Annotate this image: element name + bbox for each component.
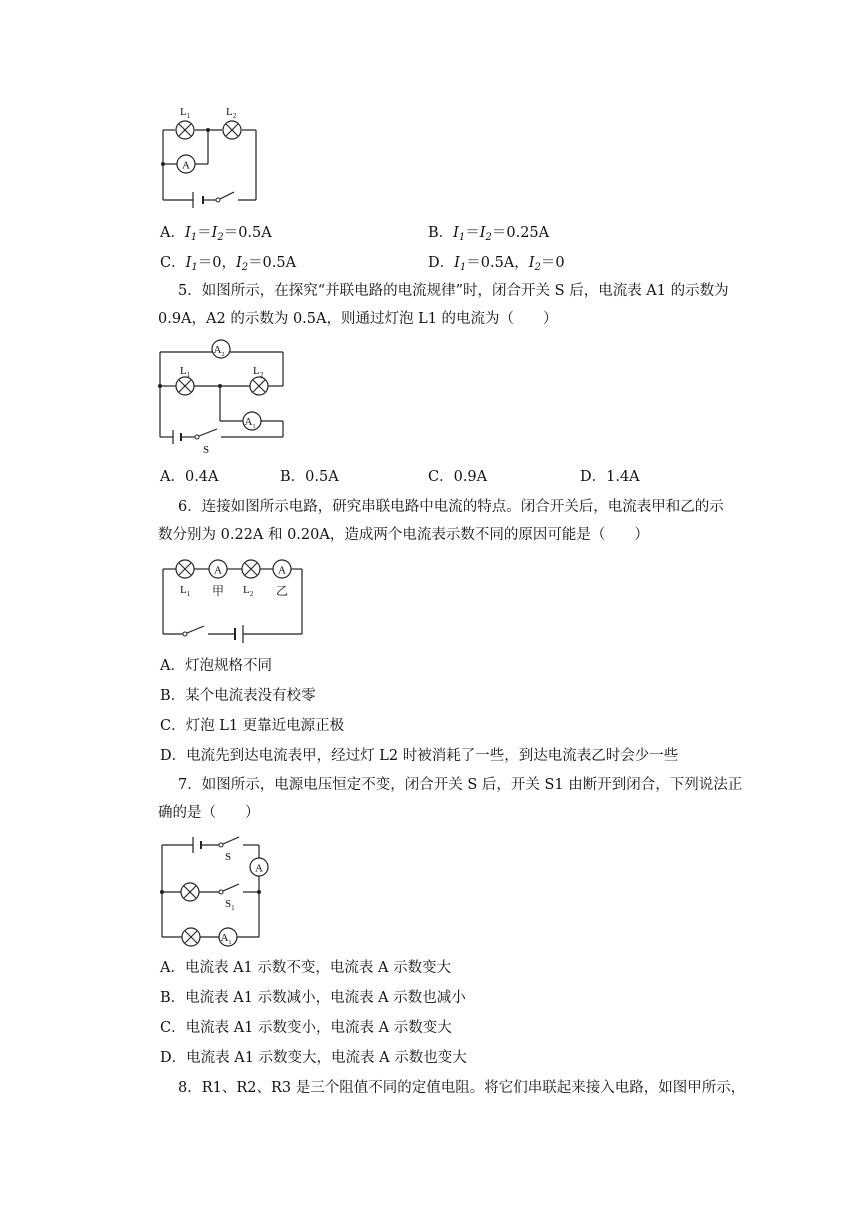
q4-option-d-text: $I_1=0.5A$，$I_2=0$	[454, 255, 565, 273]
q5-question-line-2: 0.9A，A2 的示数为 0.5A，则通过灯泡 L1 的电流为（ ）	[158, 311, 558, 327]
q4-ammeter-label: A	[182, 159, 190, 172]
q4-option-d: D．$I_1=0.5A$，$I_2=0$	[428, 255, 565, 273]
q7-lamp-lower-icon	[182, 928, 200, 946]
q6-ammeter-jia-label: A	[214, 564, 222, 577]
q5-lamp-l1-icon	[176, 377, 194, 395]
q7-option-b: B．电流表 A1 示数减小，电流表 A 示数也减小	[160, 990, 466, 1006]
q6-ammeter-yi-label: A	[278, 564, 286, 577]
q5-a1-label: $A_1$	[244, 416, 256, 430]
q5-option-b: B．0.5A	[280, 469, 339, 485]
q7-s-label: S	[225, 851, 232, 863]
q6-yi-label: 乙	[276, 584, 289, 598]
q6-option-c: C．灯泡 L1 更靠近电源正极	[160, 718, 345, 734]
q6-option-a: A．灯泡规格不同	[160, 658, 272, 674]
q6-l2-label: $L_2$	[243, 584, 254, 598]
q6-circuit-diagram	[158, 554, 308, 642]
q4-lamp-l2-icon	[223, 121, 241, 139]
q5-circuit-diagram	[155, 336, 287, 456]
q7-option-a: A．电流表 A1 示数不变，电流表 A 示数变大	[160, 960, 452, 976]
q5-l1-label: $L_1$	[180, 365, 191, 379]
q6-lamp-l2-icon	[242, 560, 260, 578]
q7-a1-label: $A_1$	[220, 932, 232, 946]
q6-l1-label: $L_1$	[180, 584, 191, 598]
q5-option-a: A．0.4A	[160, 469, 219, 485]
q4-l2-label: $L_2$	[226, 106, 237, 120]
q4-option-b: B．$I_1=I_2=0.25A$	[428, 225, 550, 243]
q6-question-line-2: 数分别为 0.22A 和 0.20A，造成两个电流表示数不同的原因可能是（ ）	[158, 527, 649, 543]
q5-question-line-1: 5．如图所示，在探究“并联电路的电流规律”时，闭合开关 S 后，电流表 A1 的示数为	[178, 283, 729, 299]
q5-lamp-l2-icon	[250, 377, 268, 395]
q5-option-c: C．0.9A	[428, 469, 488, 485]
q5-l2-label: $L_2$	[253, 365, 264, 379]
q6-jia-label: 甲	[212, 584, 225, 598]
q7-question-line-2: 确的是（ ）	[158, 805, 260, 821]
q4-l1-label: $L_1$	[180, 106, 191, 120]
q7-question-line-1: 7．如图所示，电源电压恒定不变，闭合开关 S 后，开关 S1 由断开到闭合，下列说法正	[178, 777, 743, 793]
q6-lamp-l1-icon	[176, 560, 194, 578]
q7-ammeter-a-label: A	[255, 862, 263, 875]
q6-option-b: B．某个电流表没有校零	[160, 688, 316, 704]
q4-option-c-text: $I_1=0$，$I_2=0.5A$	[185, 255, 297, 273]
q6-question-line-1: 6．连接如图所示电路，研究串联电路中电流的特点。闭合开关后，电流表甲和乙的示	[178, 499, 724, 515]
q7-lamp-upper-icon	[181, 883, 199, 901]
q7-option-d: D．电流表 A1 示数变大，电流表 A 示数也变大	[160, 1050, 467, 1066]
q5-option-d: D．1.4A	[580, 469, 640, 485]
q4-lamp-l1-icon	[176, 121, 194, 139]
q5-a2-label: $A_2$	[213, 344, 225, 358]
q4-circuit-diagram	[158, 100, 268, 204]
q4-option-c: C．$I_1=0$，$I_2=0.5A$	[160, 255, 297, 273]
q8-question-line-1: 8．R1、R2、R3 是三个阻值不同的定值电阻。将它们串联起来接入电路，如图甲所示，	[178, 1080, 746, 1096]
q7-s1-label: $S_1$	[225, 898, 235, 912]
q4-option-b-text: $I_1=I_2=0.25A$	[453, 225, 550, 243]
q5-s-label: S	[203, 444, 210, 456]
q6-option-d: D．电流先到达电流表甲，经过灯 L2 时被消耗了一些，到达电流表乙时会少一些	[160, 748, 679, 764]
q7-option-c: C．电流表 A1 示数变小，电流表 A 示数变大	[160, 1020, 452, 1036]
q7-circuit-diagram	[155, 833, 275, 951]
q4-option-a: A．$I_1=I_2=0.5A$	[160, 225, 272, 243]
q4-option-a-text: $I_1=I_2=0.5A$	[184, 225, 272, 243]
